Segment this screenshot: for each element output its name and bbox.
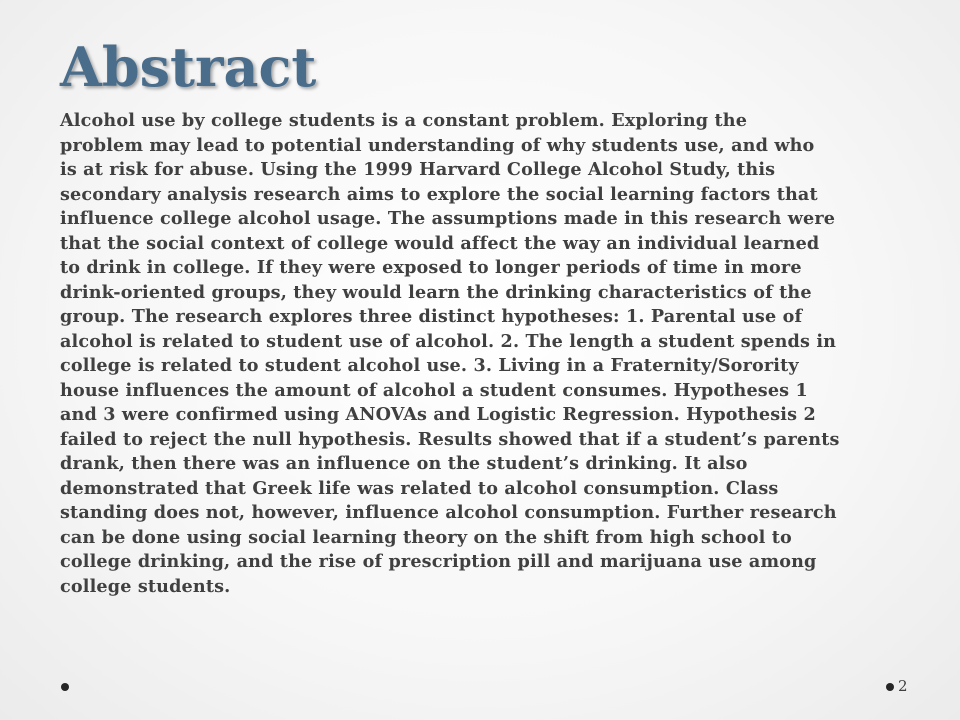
slide-number: 2 <box>898 677 908 695</box>
abstract-line: problem may lead to potential understanding of why students use, and who <box>60 134 815 156</box>
abstract-line: that the social context of college would affect the way an individual learned <box>60 232 820 254</box>
abstract-body <box>60 109 910 599</box>
abstract-line: and 3 were confirmed using ANOVAs and Logistic Regression. Hypothesis 2 <box>60 404 816 425</box>
abstract-line: demonstrated that Greek life was related to alcohol consumption. Class <box>60 477 779 499</box>
abstract-line: college is related to student alcohol use. 3. Living in a Fraternity/Sorority <box>60 355 799 376</box>
abstract-line: college students. <box>60 575 231 597</box>
abstract-line: drank, then there was an influence on the student’s drinking. It also <box>60 453 748 474</box>
abstract-line: house influences the amount of alcohol a student consumes. Hypotheses 1 <box>60 379 808 401</box>
abstract-line: Alcohol use by college students is a constant problem. Exploring the <box>60 110 748 131</box>
abstract-line: group. The research explores three distinct hypotheses: 1. Parental use of <box>60 306 803 327</box>
slide-title: Abstract <box>60 35 317 99</box>
abstract-line: is at risk for abuse. Using the 1999 Harvard College Alcohol Study, this <box>60 159 776 180</box>
footer-right-dot-icon <box>886 683 894 691</box>
abstract-line: drink-oriented groups, they would learn the drinking characteristics of the <box>60 281 812 303</box>
abstract-line: college drinking, and the rise of prescription pill and marijuana use among <box>60 551 817 572</box>
abstract-line: to drink in college. If they were exposed to longer periods of time in more <box>60 257 802 278</box>
abstract-line: failed to reject the null hypothesis. Results showed that if a student’s parents <box>60 428 840 450</box>
abstract-line: alcohol is related to student use of alcohol. 2. The length a student spends in <box>60 330 837 352</box>
abstract-line: secondary analysis research aims to explore the social learning factors that <box>60 183 818 205</box>
abstract-line: can be done using social learning theory on the shift from high school to <box>60 526 792 548</box>
abstract-line: standing does not, however, influence alcohol consumption. Further research <box>60 502 837 523</box>
footer-left-dot-icon <box>61 683 69 691</box>
abstract-line: influence college alcohol usage. The assumptions made in this research were <box>60 208 836 229</box>
